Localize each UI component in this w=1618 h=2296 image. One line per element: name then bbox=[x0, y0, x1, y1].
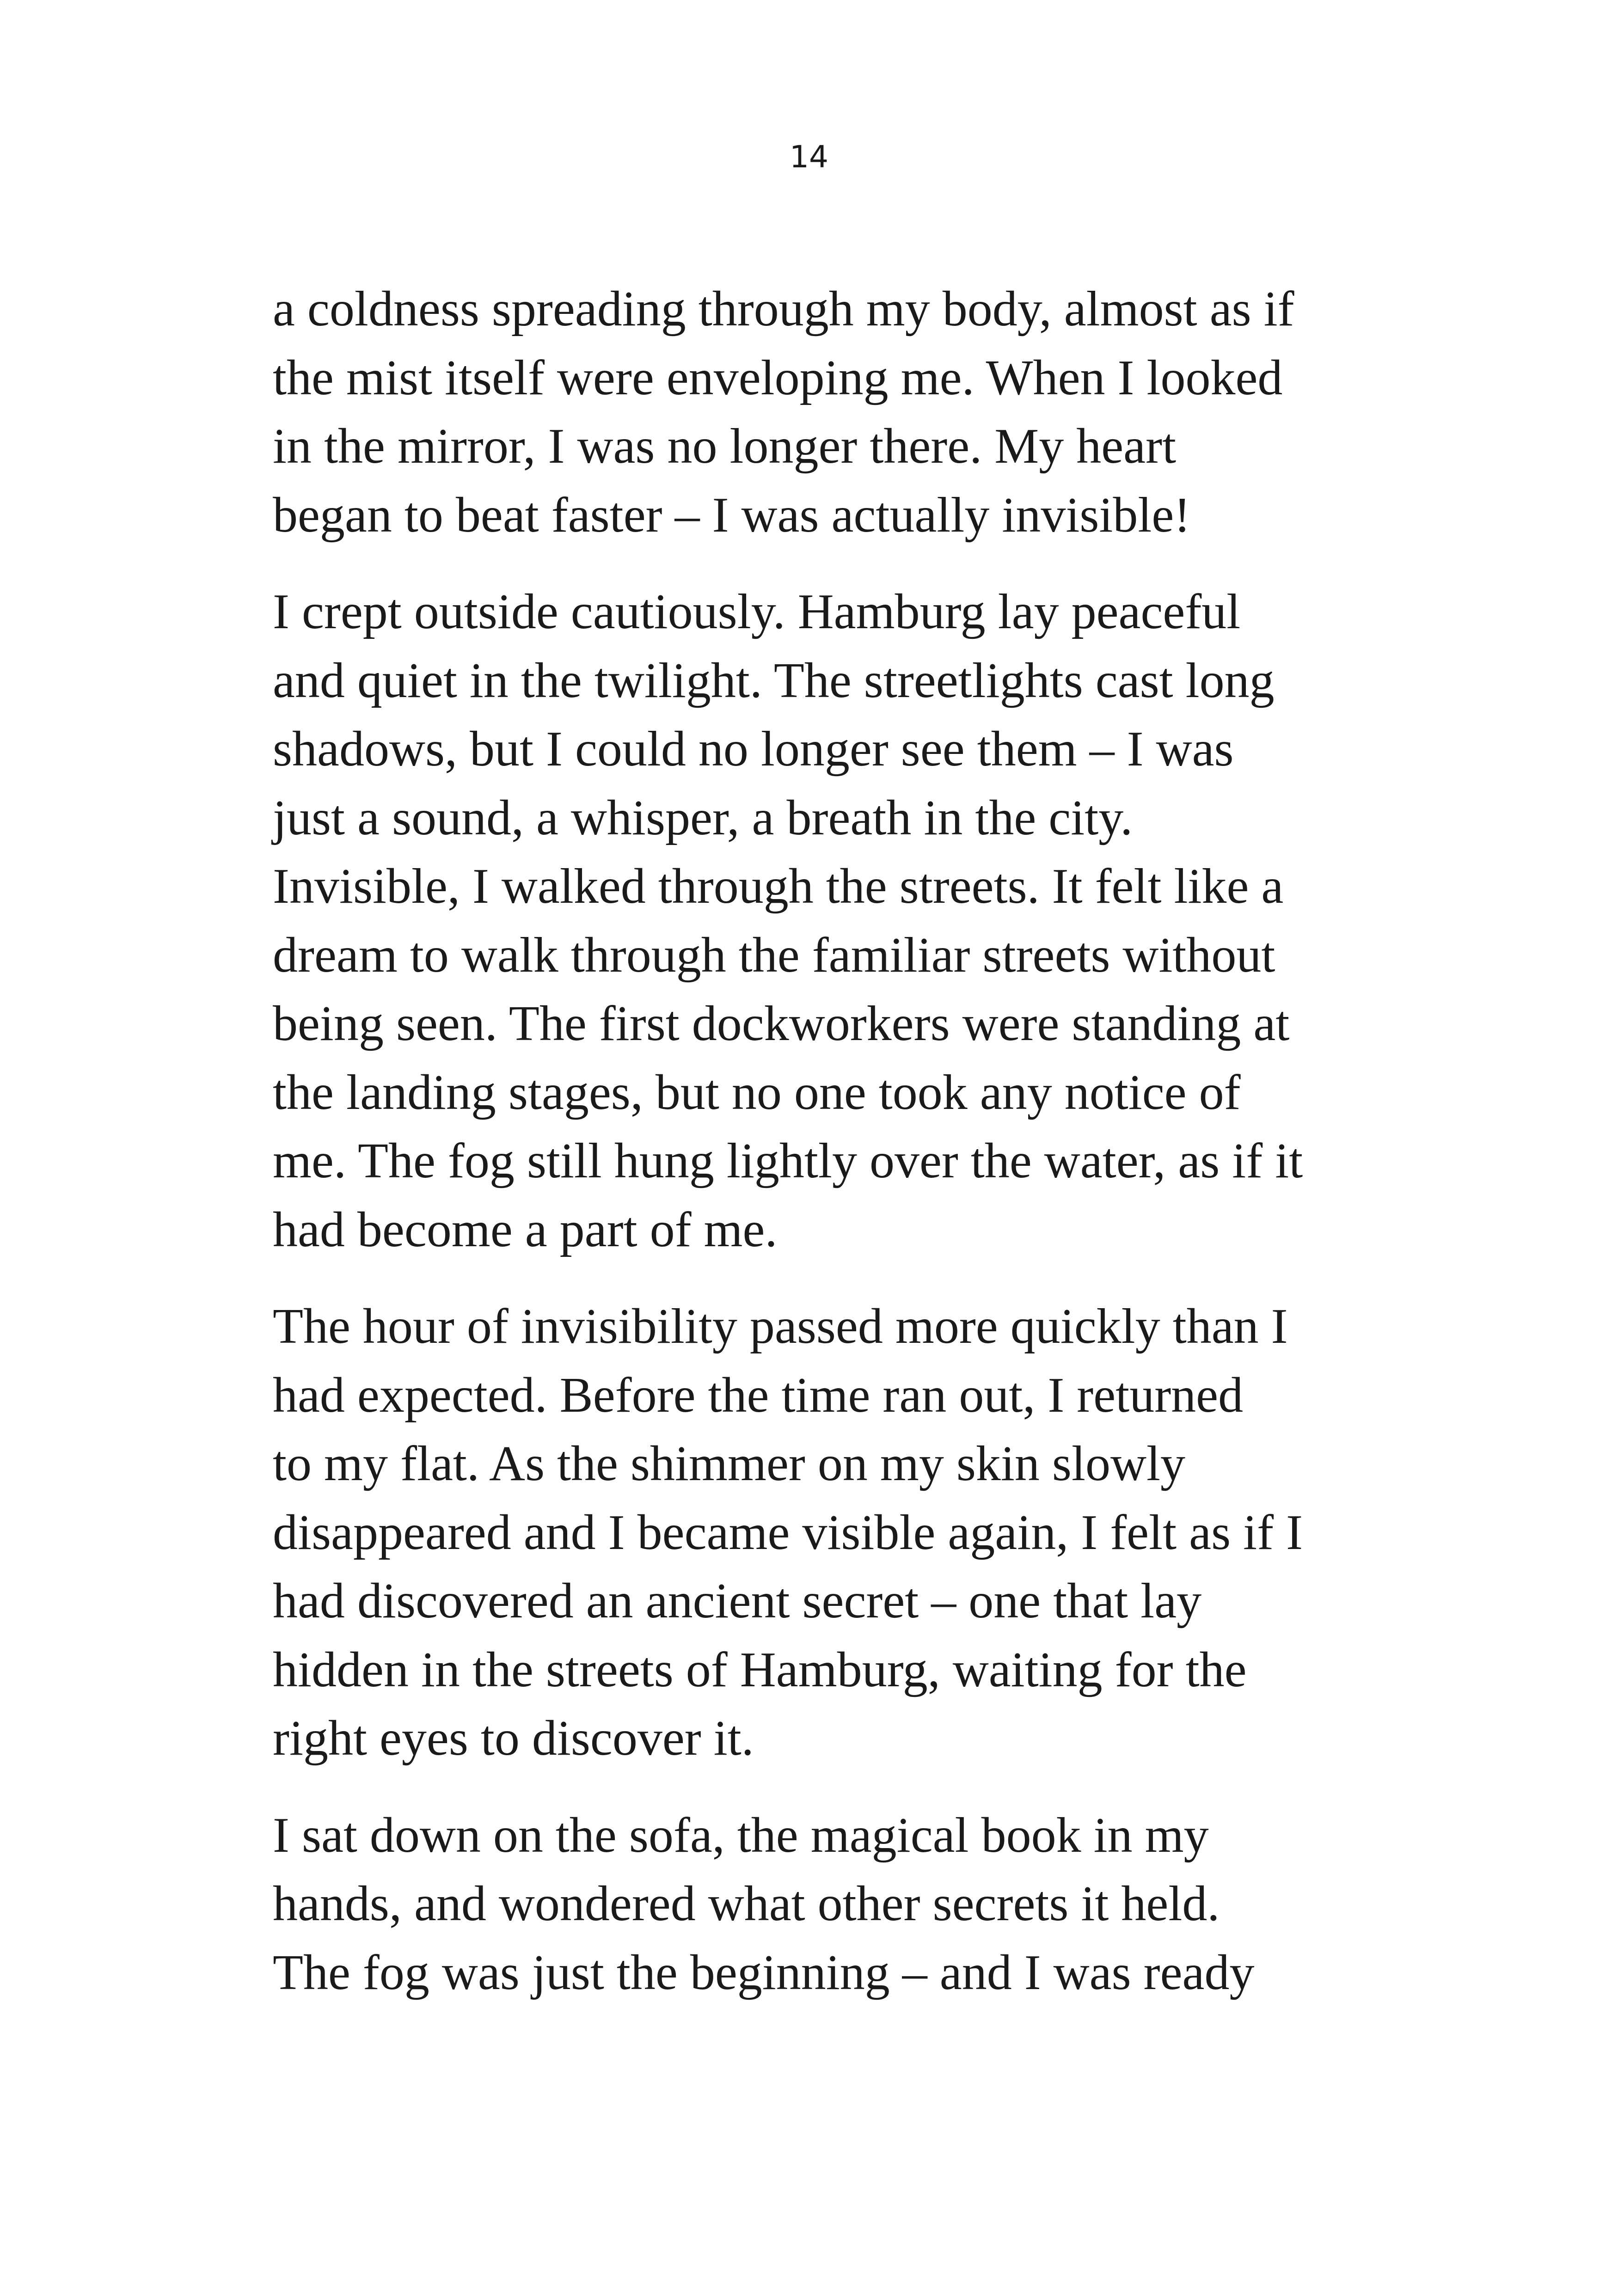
text-line: I sat down on the sofa, the magical book in my bbox=[273, 1807, 1209, 1863]
text-line: had become a part of me. bbox=[273, 1202, 778, 1257]
paragraph-2 bbox=[273, 578, 1373, 1264]
text-line: to my flat. As the shimmer on my skin slowly bbox=[273, 1436, 1185, 1491]
text-line: a coldness spreading through my body, almost as if bbox=[273, 282, 1294, 337]
text-line: just a sound, a whisper, a breath in the city. bbox=[273, 790, 1133, 845]
text-line: in the mirror, I was no longer there. My heart bbox=[273, 419, 1177, 474]
text-line: The fog was just the beginning – and I was ready bbox=[273, 1945, 1255, 2000]
text-line: began to beat faster – I was actually invisible! bbox=[273, 487, 1191, 543]
text-line: the mist itself were enveloping me. When I looked bbox=[273, 350, 1283, 405]
text-line: disappeared and I became visible again, I felt as if I bbox=[273, 1505, 1303, 1560]
text-line: Invisible, I walked through the streets. It felt like a bbox=[273, 859, 1284, 914]
text-line: me. The fog still hung lightly over the water, as if it bbox=[273, 1133, 1303, 1188]
page-number: 14 bbox=[790, 139, 828, 175]
text-line: had discovered an ancient secret – one that lay bbox=[273, 1574, 1202, 1629]
paragraph-4 bbox=[273, 1801, 1373, 2008]
text-line: had expected. Before the time ran out, I returned bbox=[273, 1367, 1244, 1423]
paragraph-3 bbox=[273, 1292, 1373, 1773]
body-text bbox=[273, 275, 1373, 2035]
text-line: shadows, but I could no longer see them – I was bbox=[273, 722, 1234, 777]
text-line: being seen. The first dockworkers were standing at bbox=[273, 996, 1290, 1051]
text-line: right eyes to discover it. bbox=[273, 1711, 754, 1766]
text-line: hidden in the streets of Hamburg, waiting for the bbox=[273, 1642, 1247, 1697]
text-line: the landing stages, but no one took any notice of bbox=[273, 1065, 1241, 1120]
text-line: and quiet in the twilight. The streetlights cast long bbox=[273, 653, 1275, 708]
text-line: hands, and wondered what other secrets it held. bbox=[273, 1876, 1220, 1931]
paragraph-1 bbox=[273, 275, 1373, 550]
text-line: The hour of invisibility passed more quickly than I bbox=[273, 1299, 1288, 1354]
text-line: dream to walk through the familiar streets without bbox=[273, 927, 1275, 983]
text-line: I crept outside cautiously. Hamburg lay peaceful bbox=[273, 584, 1241, 639]
